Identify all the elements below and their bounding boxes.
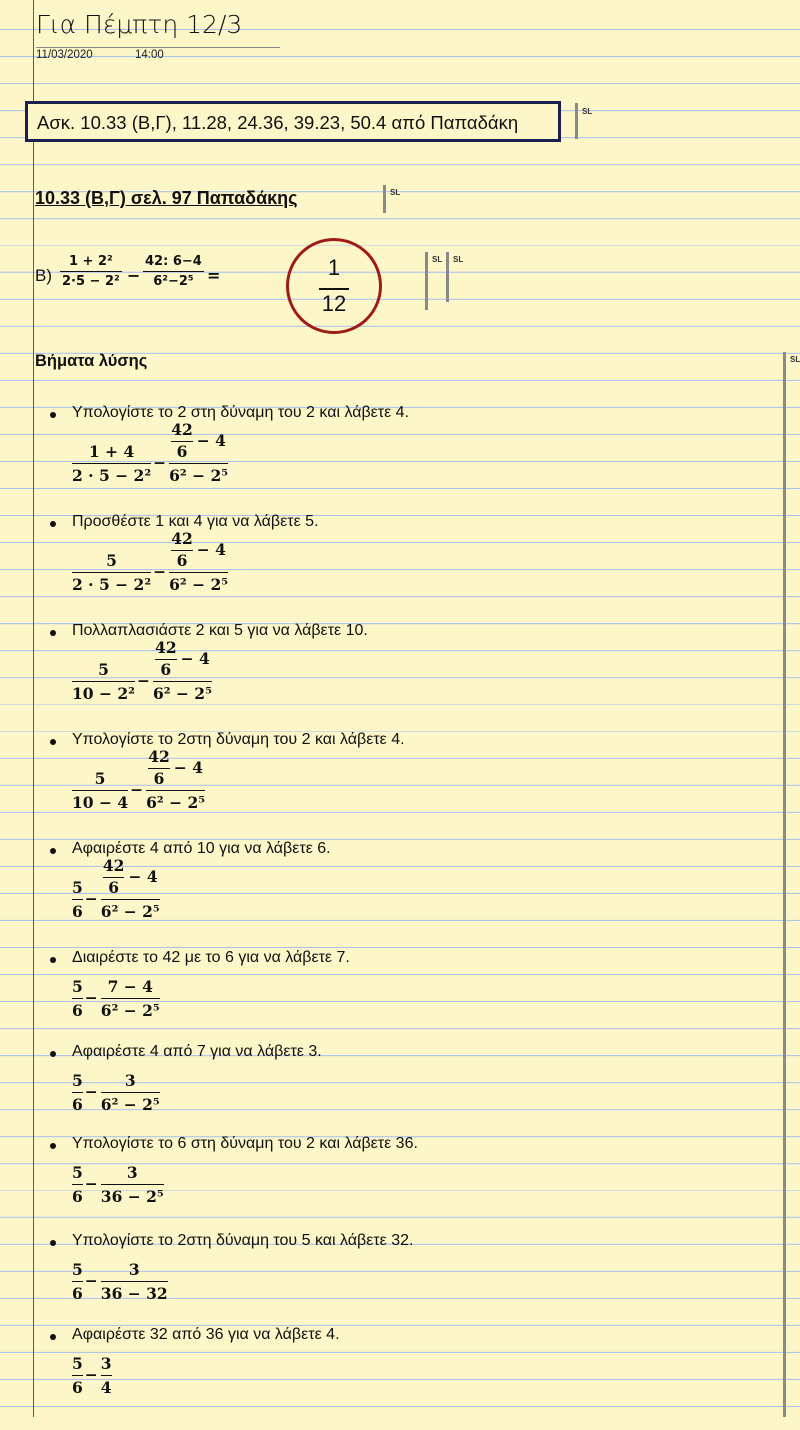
fraction-numerator: 42 [155,638,177,660]
fraction-numerator: 5 [72,1163,83,1185]
fraction-numerator [169,420,228,464]
minus-sign: − [84,889,98,908]
first-fraction [72,1354,83,1397]
bullet-icon [50,1143,56,1149]
bullet-icon [50,848,56,854]
nested-fraction [171,420,193,461]
step-formula [72,1063,672,1143]
page-date: 11/03/2020 [36,49,93,61]
step-formula [72,1252,672,1332]
steps-heading[interactable]: Βήματα λύσης [35,352,148,370]
step-description: Προσθέστε 1 και 4 για να λάβετε 5. [72,513,319,530]
equals-sign: = [207,266,221,285]
solution-step[interactable] [50,622,750,726]
fraction-numerator [146,747,205,791]
fraction-denominator: 6² − 2⁵ [169,575,229,594]
fraction-numerator: 5 [72,977,83,999]
step-description: Υπολογίστε το 6 στη δύναμη του 2 και λάβετε 36. [72,1135,418,1152]
first-fraction [72,660,135,703]
fraction-numerator: 3 [101,1163,164,1185]
fraction-denominator: 6 [176,551,188,570]
step-description: Υπολογίστε το 2στη δύναμη του 5 και λάβετε 32. [72,1232,414,1249]
second-fraction [101,977,160,1020]
sl-tag-label: SL [582,107,593,116]
first-fraction [72,1071,83,1114]
problem-fraction-left [60,254,122,289]
sl-tag-label: SL [432,255,443,264]
fraction-numerator: 5 [72,769,128,791]
numerator-remainder: − 4 [196,540,226,559]
minus-sign: − [84,1174,98,1193]
fraction-denominator: 6 [153,769,165,788]
solution-step[interactable] [50,731,750,835]
fraction-denominator: 6 [72,1378,83,1397]
fraction-denominator: 6² − 2⁵ [169,466,229,485]
fraction-numerator: 1 + 4 [72,442,151,464]
fraction-denominator: 6 [160,660,172,679]
bullet-icon [50,521,56,527]
sl-tag-bar[interactable] [783,352,786,1417]
second-fraction [101,1071,160,1114]
solution-step[interactable] [50,1326,750,1430]
bullet-icon [50,1240,56,1246]
step-description: Πολλαπλασιάστε 2 και 5 για να λάβετε 10. [72,622,368,639]
numerator-remainder: − 4 [180,649,210,668]
second-fraction [101,1354,112,1397]
fraction-numerator: 5 [72,1260,83,1282]
numerator-remainder: − 4 [196,431,226,450]
fraction-denominator: 6² − 2⁵ [100,1095,160,1114]
fraction-numerator: 7 − 4 [101,977,160,999]
fraction-numerator: 42 [171,529,193,551]
fraction-numerator: 42 [171,420,193,442]
fraction-denominator: 6² − 2⁵ [146,793,206,812]
answer-denominator: 12 [321,291,347,316]
first-fraction [72,977,83,1020]
fraction-numerator: 3 [101,1260,168,1282]
fraction-numerator: 5 [72,660,135,682]
fraction-denominator: 6²−2⁵ [153,274,194,289]
step-description: Υπολογίστε το 2 στη δύναμη του 2 και λάβετε 4. [72,404,410,421]
step-formula [72,856,672,940]
fraction-denominator: 6 [72,1095,83,1114]
nested-fraction [171,529,193,570]
step-description: Υπολογίστε το 2στη δύναμη του 2 και λάβετε 4. [72,731,405,748]
fraction-denominator: 6 [72,1187,83,1206]
first-fraction [72,769,128,812]
fraction-numerator: 5 [72,878,83,900]
page-title[interactable]: Για Πέμπτη 12/3 [36,10,243,39]
second-fraction [101,856,160,921]
step-formula [72,420,672,504]
minus-sign: − [130,780,144,799]
problem-fraction-right [143,254,204,289]
fraction-denominator: 6² − 2⁵ [100,902,160,921]
first-fraction [72,551,151,594]
fraction-denominator: 6² − 2⁵ [152,684,212,703]
title-underline [36,47,280,48]
minus-sign: − [136,671,150,690]
step-formula [72,747,672,831]
bullet-icon [50,739,56,745]
fraction-numerator: 3 [101,1354,112,1376]
second-fraction [101,1260,168,1303]
bullet-icon [50,1334,56,1340]
homework-box[interactable] [25,101,561,142]
fraction-denominator: 10 − 4 [72,793,129,812]
fraction-numerator: 1 + 2² [60,254,122,272]
step-formula [72,638,672,722]
fraction-denominator: 6² − 2⁵ [100,1001,160,1020]
solution-step[interactable] [50,513,750,617]
fraction-denominator: 2 · 5 − 2² [72,466,152,485]
first-fraction [72,878,83,921]
answer-fraction-bar [319,288,349,290]
step-formula [72,1346,672,1426]
problem-label: Β) [35,266,52,285]
nested-fraction [103,856,125,897]
first-fraction [72,1163,83,1206]
sl-tag-bar[interactable] [446,252,449,302]
fraction-denominator: 6 [176,442,188,461]
minus-sign: − [84,988,98,1007]
fraction-numerator: 5 [72,1071,83,1093]
step-formula [72,529,672,613]
bullet-icon [50,1051,56,1057]
sl-tag-bar[interactable] [383,185,386,213]
step-description: Αφαιρέστε 32 από 36 για να λάβετε 4. [72,1326,340,1343]
fraction-denominator: 36 − 2⁵ [100,1187,164,1206]
minus-sign: − [84,1365,98,1384]
fraction-numerator [153,638,212,682]
fraction-numerator [101,856,160,900]
minus-sign: − [153,562,167,581]
nested-fraction [155,638,177,679]
page-time: 14:00 [135,49,164,61]
second-fraction [169,420,228,485]
solution-step[interactable] [50,404,750,508]
second-fraction [169,529,228,594]
fraction-denominator: 4 [100,1378,112,1397]
numerator-remainder: − 4 [173,758,203,777]
fraction-denominator: 10 − 2² [72,684,135,703]
bullet-icon [50,957,56,963]
first-fraction [72,1260,83,1303]
answer-numerator: 1 [327,255,341,280]
sl-tag-label: SL [453,255,464,264]
fraction-numerator: 5 [72,1354,83,1376]
step-description: Αφαιρέστε 4 από 7 για να λάβετε 3. [72,1043,322,1060]
minus-sign: − [84,1082,98,1101]
minus-sign: − [84,1271,98,1290]
fraction-denominator: 36 − 32 [100,1284,168,1303]
fraction-denominator: 6 [72,1001,83,1020]
fraction-numerator: 5 [72,551,151,573]
fraction-denominator: 6 [72,1284,83,1303]
first-fraction [72,442,151,485]
step-description: Αφαιρέστε 4 από 10 για να λάβετε 6. [72,840,331,857]
fraction-denominator: 2·5 − 2² [62,274,120,289]
fraction-denominator: 6 [108,878,120,897]
fraction-denominator: 6 [72,902,83,921]
bullet-icon [50,630,56,636]
solution-step[interactable] [50,949,750,1053]
sl-tag-bar[interactable] [575,103,578,139]
fraction-numerator [169,529,228,573]
solution-step[interactable] [50,1043,750,1147]
minus-sign: − [153,453,167,472]
fraction-numerator: 42: 6−4 [143,254,204,272]
step-formula [72,1155,672,1235]
minus-sign: − [127,266,141,285]
solution-step[interactable] [50,1232,750,1336]
second-fraction [146,747,205,812]
sl-tag-bar[interactable] [425,252,428,310]
second-fraction [101,1163,164,1206]
fraction-denominator: 2 · 5 − 2² [72,575,152,594]
answer-circle [286,238,382,334]
exercise-heading[interactable]: 10.33 (Β,Γ) σελ. 97 Παπαδάκης [35,188,298,208]
bullet-icon [50,412,56,418]
numerator-remainder: − 4 [128,867,158,886]
sl-tag-label: SL [790,355,800,364]
homework-text: Ασκ. 10.33 (Β,Γ), 11.28, 24.36, 39.23, 50.4 από Παπαδάκη [37,112,519,133]
nested-fraction [148,747,170,788]
fraction-numerator: 42 [103,856,125,878]
second-fraction [153,638,212,703]
notebook-margin-line [33,0,34,1417]
step-description: Διαιρέστε το 42 με το 6 για να λάβετε 7. [72,949,350,966]
sl-tag-label: SL [390,188,401,197]
fraction-numerator: 3 [101,1071,160,1093]
step-formula [72,969,672,1049]
fraction-numerator: 42 [148,747,170,769]
solution-step[interactable] [50,1135,750,1239]
solution-step[interactable] [50,840,750,944]
